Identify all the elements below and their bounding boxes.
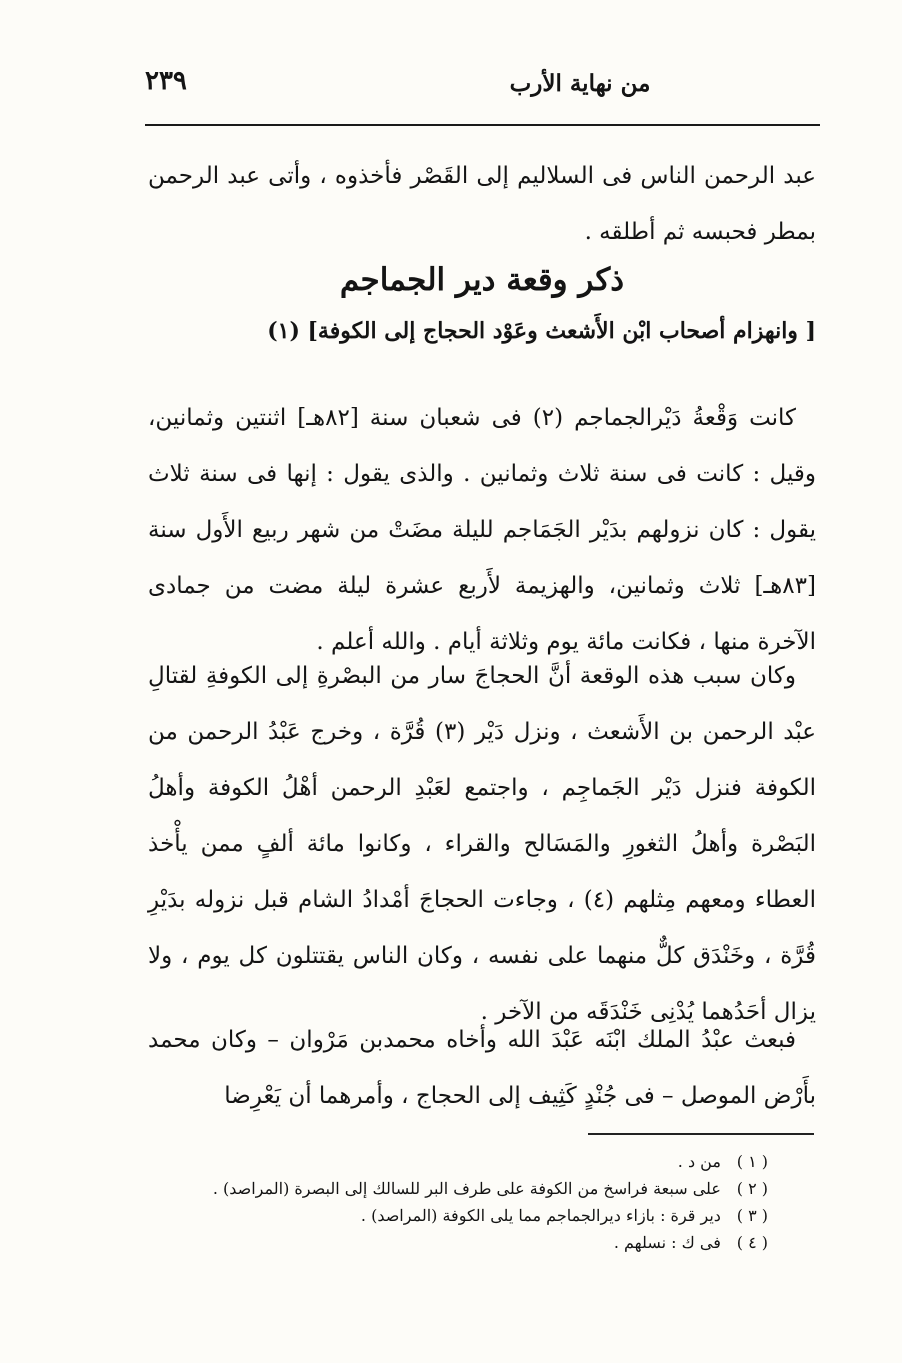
section-subheading: [ وانهزام أصحاب ابْن الأَشعث وعَوْد الحجاج إلى الكوفة] (١) [267,318,816,344]
body-paragraph-2: وكان سبب هذه الوقعة أنَّ الحجاجَ سار من البصْرةِ إلى الكوفةِ لقتالِ عبْد الرحمن بن الأَشعث ، ونزل دَيْر (٣) قُرَّة ، وخرج عَبْدُ الرحمن من الكوفة فنزل دَيْر الجَماجِم ، واجتمع لعَبْدِ الرحمن أهْلُ الكوفة وأهلُ البَصْرة وأهلُ الثغورِ والمَسَالح والقراء ، وكانوا مائة ألفٍ ممن يأْخذ العطاء ومعهم مِثلهم (٤) ، وجاءت الحجاجَ أمْدادُ الشام قبل نزوله بدَيْرِ قُرَّة ، وخَنْدَق كلٌّ منهما على نفسه ، وكان الناس يقتتلون كل يوم ، ولا يزال أحَدُهما يُدْنِى خَنْدَقَه من الآخر . [148,663,817,1025]
footnote [148,1148,768,1175]
body-paragraph-3: فبعث عبْدُ الملك ابْنَه عَبْدَ الله وأخاه محمدبن مَرْوان – وكان محمد بأَرْض الموصل – فى جُنْدٍ كَثِيف إلى الحجاج ، وأمرهما أن يَعْرِضا [148,1027,816,1109]
footnote-divider [588,1133,814,1135]
footnote [148,1175,768,1202]
intro-paragraph: عبد الرحمن الناس فى السلاليم إلى القَصْر فأخذوه ، وأتى عبد الرحمن بمطر فحبسه ثم أطلقه . [148,163,816,245]
footnote-text: فى ك : نسلهم . [613,1233,721,1252]
footnote-number: ( ٢ ) [736,1179,768,1198]
footnote [148,1229,768,1256]
footnote-number: ( ١ ) [736,1152,768,1171]
page-number: ٢٣٩ [145,66,187,96]
footnote-text: من د . [677,1152,721,1171]
footnote [148,1202,768,1229]
section-heading: ذكر وقعة دير الجماجم [339,262,625,298]
page-header [145,66,825,106]
header-divider [145,124,820,126]
footnote-text: على سبعة فراسخ من الكوفة على طرف البر للسالك إلى البصرة (المراصد) . [212,1179,721,1198]
running-title: من نهاية الأرب [509,70,651,97]
body-paragraph-1: كانت وَقْعةُ دَيْرالجماجم (٢) فى شعبان سنة [٨٢هـ] اثنتين وثمانين، وقيل : كانت فى سنة ثلاث وثمانين . والذى يقول : إنها فى سنة ثلاث يقول : كان نزولهم بدَيْر الجَمَاجم لليلة مضَتْ من شهر ربيع الأَول سنة [٨٣هـ] ثلاث وثمانين، والهزيمة لأَربع عشرة ليلة مضت من جمادى الآخرة منها ، فكانت مائة يوم وثلاثة أيام . والله أعلم . [148,405,816,655]
footnote-number: ( ٣ ) [736,1206,768,1225]
footnote-number: ( ٤ ) [736,1233,768,1252]
footnotes-list [148,1148,768,1256]
footnote-text: دير قرة : بازاء ديرالجماجم مما يلى الكوفة (المراصد) . [360,1206,721,1225]
